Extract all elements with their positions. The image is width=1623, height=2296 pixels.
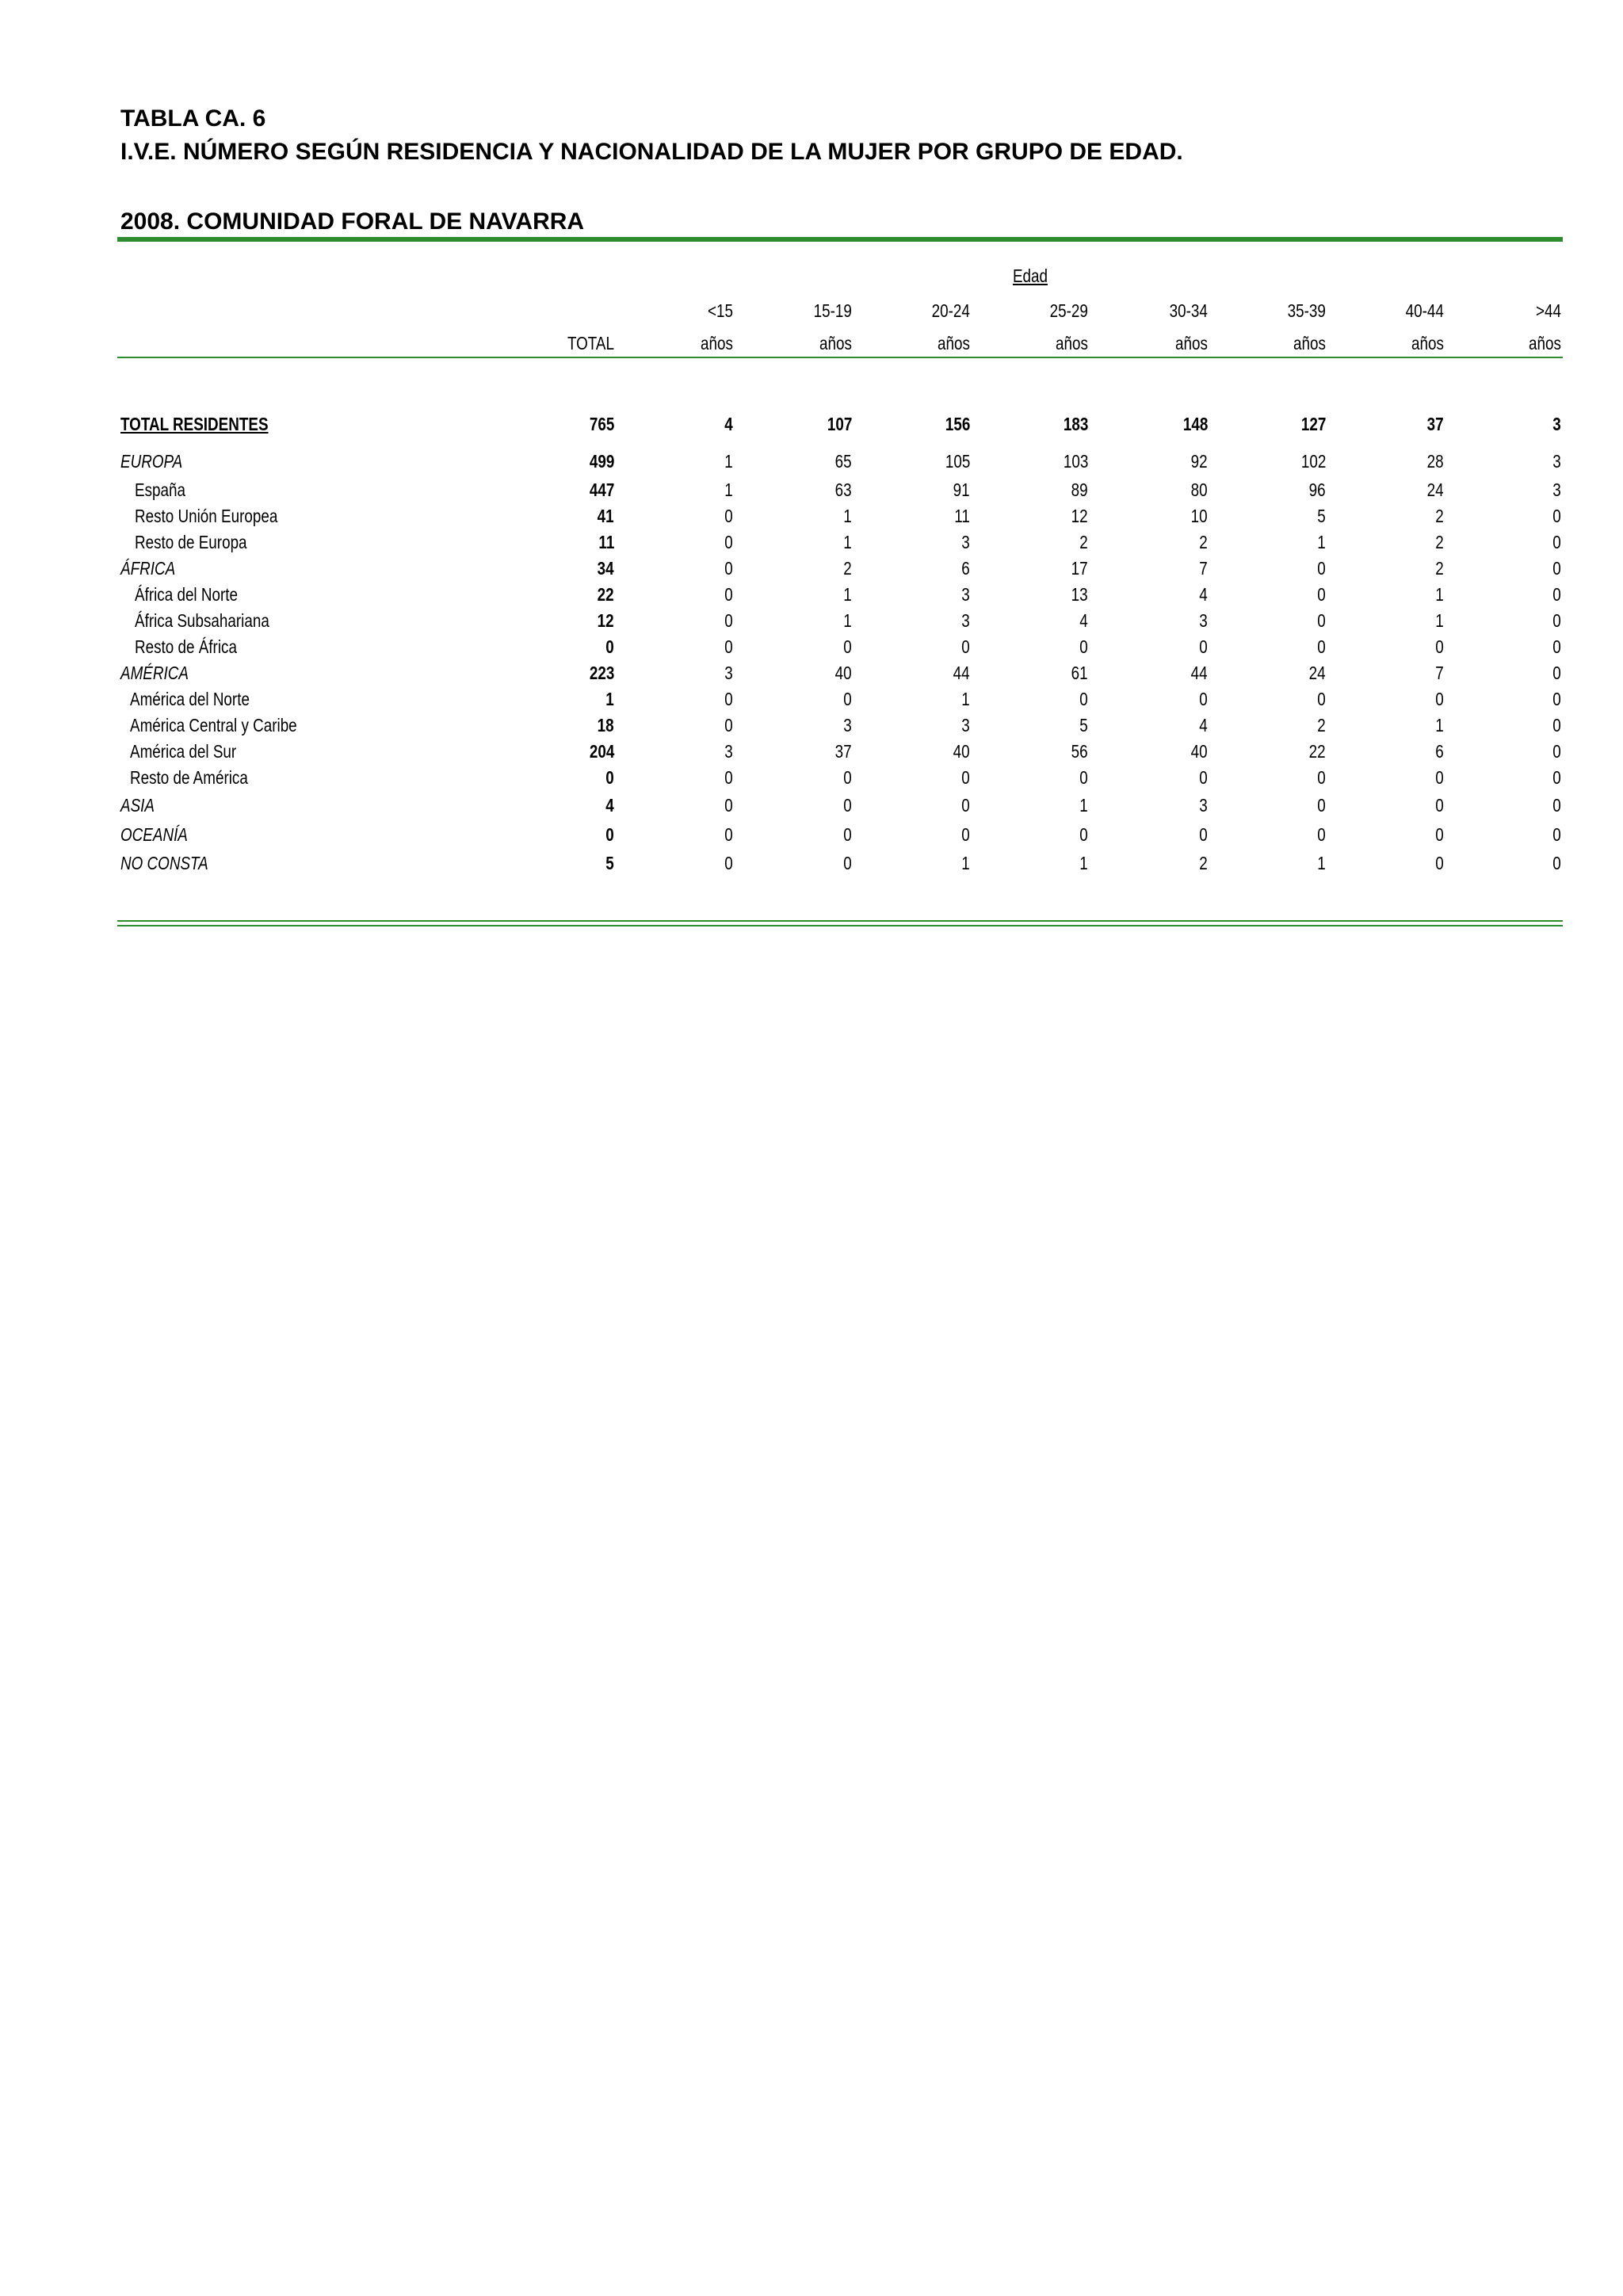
row-value: 0 xyxy=(724,558,733,579)
row-value: 0 xyxy=(1317,795,1326,816)
row-value: 0 xyxy=(961,636,970,657)
row-total: 1 xyxy=(605,689,614,709)
row-value: 0 xyxy=(1317,558,1326,579)
row-value: 1 xyxy=(843,584,852,605)
row-value: 0 xyxy=(724,610,733,631)
row-value: 28 xyxy=(1427,451,1444,472)
row-value: 0 xyxy=(1317,584,1326,605)
row-value: 0 xyxy=(724,795,733,816)
row-value: 1 xyxy=(1079,853,1088,873)
row-value: 0 xyxy=(1317,610,1326,631)
row-value: 107 xyxy=(827,414,852,434)
row-label: América del Sur xyxy=(130,741,237,762)
row-value: 0 xyxy=(1435,767,1444,788)
row-value: 0 xyxy=(1199,636,1208,657)
row-label: América del Norte xyxy=(130,689,250,709)
row-total: 22 xyxy=(598,584,614,605)
row-value: 0 xyxy=(1199,824,1208,845)
row-value: 7 xyxy=(1199,558,1208,579)
row-value: 22 xyxy=(1309,741,1326,762)
row-value: 3 xyxy=(961,715,970,735)
row-value: 0 xyxy=(843,853,852,873)
row-value: 1 xyxy=(961,689,970,709)
row-value: 105 xyxy=(945,451,970,472)
row-value: 40 xyxy=(835,663,852,683)
row-total: 41 xyxy=(598,506,614,526)
row-value: 183 xyxy=(1063,414,1088,434)
age-unit-header: años xyxy=(1411,333,1444,353)
row-value: 0 xyxy=(724,824,733,845)
document-subtitle: 2008. COMUNIDAD FORAL DE NAVARRA xyxy=(120,208,585,235)
row-value: 0 xyxy=(1079,636,1088,657)
row-value: 0 xyxy=(1199,767,1208,788)
row-value: 0 xyxy=(843,795,852,816)
row-value: 0 xyxy=(1435,853,1444,873)
row-total: 0 xyxy=(605,767,614,788)
row-total: 0 xyxy=(605,636,614,657)
age-range-header: 25-29 xyxy=(1049,300,1088,321)
row-value: 3 xyxy=(961,532,970,552)
row-label: Resto de Europa xyxy=(135,532,247,552)
row-value: 0 xyxy=(1552,824,1561,845)
row-value: 6 xyxy=(961,558,970,579)
row-value: 0 xyxy=(1552,795,1561,816)
row-value: 0 xyxy=(1552,532,1561,552)
row-value: 0 xyxy=(1552,636,1561,657)
row-value: 0 xyxy=(1552,689,1561,709)
row-total: 0 xyxy=(605,824,614,845)
age-unit-header: años xyxy=(1293,333,1326,353)
row-total: 12 xyxy=(598,610,614,631)
row-value: 0 xyxy=(1435,824,1444,845)
row-label: ASIA xyxy=(120,795,155,816)
row-value: 0 xyxy=(1552,853,1561,873)
row-value: 4 xyxy=(724,414,733,434)
row-value: 0 xyxy=(724,715,733,735)
row-label: EUROPA xyxy=(120,451,183,472)
row-total: 18 xyxy=(598,715,614,735)
row-value: 0 xyxy=(961,824,970,845)
row-value: 0 xyxy=(1317,636,1326,657)
age-range-header: 15-19 xyxy=(813,300,852,321)
row-total: 204 xyxy=(589,741,614,762)
row-value: 13 xyxy=(1071,584,1088,605)
row-value: 0 xyxy=(961,767,970,788)
row-value: 0 xyxy=(1552,584,1561,605)
age-unit-header: años xyxy=(1056,333,1088,353)
row-value: 1 xyxy=(724,451,733,472)
row-value: 2 xyxy=(843,558,852,579)
row-label: América Central y Caribe xyxy=(130,715,297,735)
row-total: 4 xyxy=(605,795,614,816)
row-value: 4 xyxy=(1199,715,1208,735)
row-value: 37 xyxy=(1427,414,1444,434)
row-value: 0 xyxy=(1079,689,1088,709)
row-value: 40 xyxy=(1191,741,1208,762)
row-value: 1 xyxy=(1317,853,1326,873)
row-total: 765 xyxy=(589,414,614,434)
row-value: 3 xyxy=(843,715,852,735)
row-value: 0 xyxy=(1317,767,1326,788)
row-value: 102 xyxy=(1300,451,1326,472)
row-value: 0 xyxy=(724,532,733,552)
row-total: 499 xyxy=(589,451,614,472)
row-value: 44 xyxy=(953,663,970,683)
row-value: 0 xyxy=(724,636,733,657)
row-value: 0 xyxy=(724,689,733,709)
row-value: 2 xyxy=(1199,853,1208,873)
row-value: 127 xyxy=(1300,414,1326,434)
age-range-header: >44 xyxy=(1536,300,1561,321)
row-value: 2 xyxy=(1317,715,1326,735)
row-value: 0 xyxy=(1552,610,1561,631)
row-value: 3 xyxy=(1199,610,1208,631)
age-range-header: 40-44 xyxy=(1405,300,1444,321)
document-title: I.V.E. NÚMERO SEGÚN RESIDENCIA Y NACIONALIDAD DE LA MUJER POR GRUPO DE EDAD. xyxy=(120,139,1183,165)
row-value: 1 xyxy=(1435,610,1444,631)
row-value: 0 xyxy=(724,767,733,788)
row-label: TOTAL RESIDENTES xyxy=(120,414,269,434)
row-value: 0 xyxy=(724,853,733,873)
row-value: 0 xyxy=(1552,663,1561,683)
row-value: 0 xyxy=(1435,636,1444,657)
row-label: AMÉRICA xyxy=(120,663,189,683)
row-label: Resto de África xyxy=(135,636,237,657)
row-value: 3 xyxy=(961,610,970,631)
age-range-header: 30-34 xyxy=(1169,300,1208,321)
row-value: 65 xyxy=(835,451,852,472)
row-value: 1 xyxy=(843,610,852,631)
row-value: 91 xyxy=(953,479,970,500)
row-label: OCEANÍA xyxy=(120,824,188,845)
age-range-header: 20-24 xyxy=(931,300,970,321)
row-value: 0 xyxy=(1552,741,1561,762)
row-value: 103 xyxy=(1063,451,1088,472)
row-value: 3 xyxy=(724,663,733,683)
row-value: 3 xyxy=(1552,451,1561,472)
row-value: 12 xyxy=(1071,506,1088,526)
row-value: 11 xyxy=(954,506,970,526)
row-value: 1 xyxy=(1435,715,1444,735)
row-value: 1 xyxy=(1079,795,1088,816)
row-value: 80 xyxy=(1191,479,1208,500)
row-value: 0 xyxy=(961,795,970,816)
row-value: 3 xyxy=(1199,795,1208,816)
row-value: 0 xyxy=(1552,558,1561,579)
row-value: 148 xyxy=(1182,414,1208,434)
row-value: 10 xyxy=(1191,506,1208,526)
row-value: 0 xyxy=(1552,767,1561,788)
row-total: 5 xyxy=(605,853,614,873)
row-value: 0 xyxy=(1317,824,1326,845)
row-value: 96 xyxy=(1309,479,1326,500)
age-range-header: <15 xyxy=(708,300,733,321)
row-total: 11 xyxy=(598,532,614,552)
row-label: África del Norte xyxy=(135,584,238,605)
row-value: 1 xyxy=(1317,532,1326,552)
row-value: 0 xyxy=(724,506,733,526)
row-value: 2 xyxy=(1199,532,1208,552)
row-value: 3 xyxy=(1552,479,1561,500)
row-value: 2 xyxy=(1435,506,1444,526)
row-value: 1 xyxy=(961,853,970,873)
age-unit-header: años xyxy=(1529,333,1561,353)
row-value: 89 xyxy=(1071,479,1088,500)
row-value: 0 xyxy=(843,636,852,657)
row-value: 92 xyxy=(1191,451,1208,472)
row-value: 2 xyxy=(1435,558,1444,579)
row-value: 0 xyxy=(843,689,852,709)
age-unit-header: años xyxy=(819,333,852,353)
age-unit-header: años xyxy=(1175,333,1208,353)
row-value: 7 xyxy=(1435,663,1444,683)
row-value: 2 xyxy=(1079,532,1088,552)
row-value: 56 xyxy=(1071,741,1088,762)
row-total: 223 xyxy=(589,663,614,683)
row-value: 5 xyxy=(1079,715,1088,735)
row-value: 0 xyxy=(1199,689,1208,709)
row-value: 37 xyxy=(835,741,852,762)
row-value: 156 xyxy=(945,414,970,434)
row-value: 17 xyxy=(1071,558,1088,579)
row-value: 61 xyxy=(1071,663,1088,683)
row-value: 1 xyxy=(843,506,852,526)
row-label: África Subsahariana xyxy=(135,610,269,631)
age-group-header: Edad xyxy=(1012,266,1048,286)
row-value: 3 xyxy=(1552,414,1561,434)
row-label: Resto Unión Europea xyxy=(135,506,278,526)
row-value: 0 xyxy=(724,584,733,605)
row-value: 4 xyxy=(1079,610,1088,631)
row-value: 0 xyxy=(1435,795,1444,816)
row-value: 0 xyxy=(1435,689,1444,709)
row-value: 0 xyxy=(1317,689,1326,709)
row-value: 2 xyxy=(1435,532,1444,552)
age-unit-header: años xyxy=(938,333,970,353)
row-total: 34 xyxy=(598,558,614,579)
row-value: 0 xyxy=(1079,824,1088,845)
table-number: TABLA CA. 6 xyxy=(120,105,266,132)
row-value: 6 xyxy=(1435,741,1444,762)
row-value: 3 xyxy=(724,741,733,762)
row-label: NO CONSTA xyxy=(120,853,208,873)
row-value: 4 xyxy=(1199,584,1208,605)
row-value: 24 xyxy=(1427,479,1444,500)
age-unit-header: años xyxy=(701,333,733,353)
row-value: 1 xyxy=(1435,584,1444,605)
row-value: 63 xyxy=(835,479,852,500)
row-label: España xyxy=(135,479,185,500)
row-value: 0 xyxy=(843,767,852,788)
row-value: 3 xyxy=(961,584,970,605)
row-value: 0 xyxy=(1552,506,1561,526)
row-value: 44 xyxy=(1191,663,1208,683)
row-value: 1 xyxy=(724,479,733,500)
row-label: ÁFRICA xyxy=(120,558,176,579)
total-column-header: TOTAL xyxy=(567,333,614,353)
row-value: 5 xyxy=(1317,506,1326,526)
row-value: 40 xyxy=(953,741,970,762)
row-value: 0 xyxy=(1552,715,1561,735)
row-value: 1 xyxy=(843,532,852,552)
row-value: 0 xyxy=(843,824,852,845)
age-range-header: 35-39 xyxy=(1287,300,1326,321)
row-value: 24 xyxy=(1309,663,1326,683)
row-label: Resto de América xyxy=(130,767,248,788)
row-value: 0 xyxy=(1079,767,1088,788)
row-total: 447 xyxy=(589,479,614,500)
